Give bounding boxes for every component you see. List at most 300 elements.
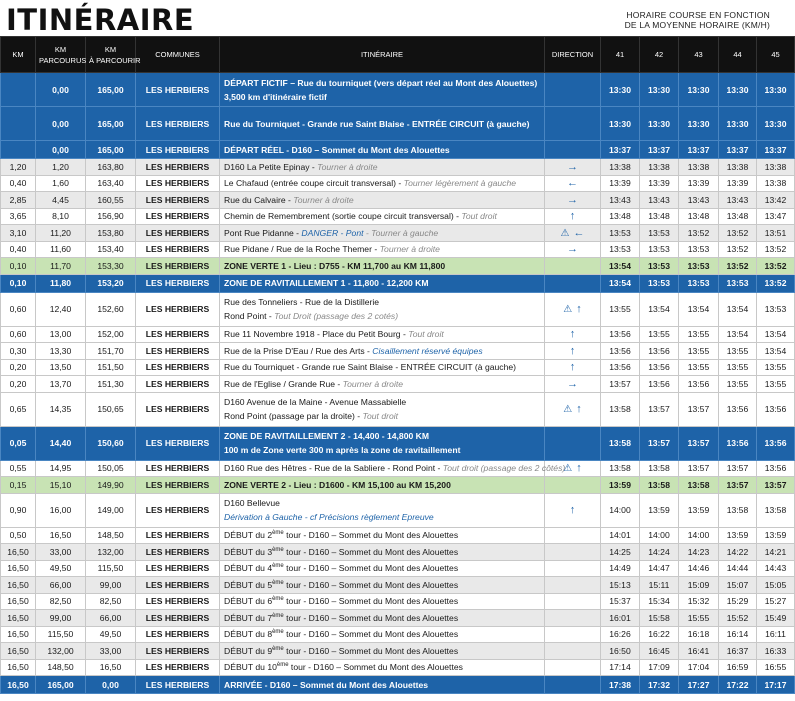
cell-commune: LES HERBIERS [136,626,220,643]
cell-commune: LES HERBIERS [136,376,220,393]
itineraire-line [224,176,541,190]
itineraire-text: Chemin de Remembrement (sortie coupe circuit transversal) - [224,211,462,222]
cell-time: 13:57 [757,477,795,494]
cell-time: 13:38 [601,159,640,176]
cell-km-a-parcourir: 149,00 [86,493,136,527]
cell-commune: LES HERBIERS [136,159,220,176]
cell-time: 13:56 [601,326,640,343]
cell-km-parcourus: 1,20 [36,159,86,176]
cell-km: 0,65 [1,392,36,426]
cell-direction [545,258,601,275]
table-row [1,527,795,544]
cell-km: 0,20 [1,376,36,393]
cell-time: 13:57 [679,392,719,426]
cell-km-parcourus: 1,60 [36,175,86,192]
tour-suffix-text: tour - D160 – Sommet du Mont des Alouettes [283,629,459,640]
cell-time: 13:56 [719,392,757,426]
cell-commune: LES HERBIERS [136,610,220,627]
header-km: KM [1,37,36,73]
itineraire-line [224,209,541,223]
tour-suffix-text: tour - D160 – Sommet du Mont des Alouettes [283,645,459,656]
itineraire-text: D160 Avenue de la Maine - Avenue Massabielle [224,397,407,407]
cell-km-a-parcourir: 165,00 [86,107,136,141]
itineraire-text: ARRIVÉE - D160 – Sommet du Mont des Alouettes [224,679,429,690]
cell-direction [545,659,601,676]
cell-km: 16,50 [1,610,36,627]
cell-km: 3,10 [1,225,36,242]
tour-suffix-text: tour - D160 – Sommet du Mont des Alouettes [283,546,459,557]
cell-km: 0,50 [1,527,36,544]
table-row [1,676,795,694]
table-row [1,192,795,209]
crossing-note: Cisaillement réservé équipes [372,345,483,356]
itineraire-text: ZONE DE RAVITAILLEMENT 2 - 14,400 - 14,800 KM [224,431,430,441]
header-speed-45: 45 [757,37,795,73]
cell-itineraire [220,577,545,594]
cell-time: 13:30 [719,107,757,141]
itineraire-line [224,117,541,131]
cell-direction [545,577,601,594]
itineraire-line [224,496,541,510]
tour-suffix-text: tour - D160 – Sommet du Mont des Alouettes [283,563,459,574]
cell-direction [545,477,601,494]
cell-direction [545,426,601,460]
itineraire-text: DÉPART FICTIF – Rue du tourniquet (vers départ réel au Mont des Alouettes) [224,77,538,88]
cell-direction [545,192,601,209]
cell-time: 13:58 [679,477,719,494]
cell-commune: LES HERBIERS [136,493,220,527]
cell-time: 13:55 [757,376,795,393]
cell-time: 13:56 [757,426,795,460]
table-row [1,544,795,561]
cell-time: 13:48 [601,208,640,225]
direction-note-2: Tout droit [362,411,399,421]
cell-km-a-parcourir: 0,00 [86,676,136,694]
cell-km: 0,10 [1,258,36,275]
cell-commune: LES HERBIERS [136,676,220,694]
cell-commune: LES HERBIERS [136,258,220,275]
cell-direction [545,593,601,610]
cell-direction [545,175,601,192]
arrow-up-icon: ↑ [576,403,582,415]
itineraire-text: DÉPART RÉEL - D160 – Sommet du Mont des Alouettes [224,144,450,155]
cell-time: 14:01 [601,527,640,544]
cell-time: 16:18 [679,626,719,643]
cell-km-parcourus: 11,20 [36,225,86,242]
cell-km-parcourus: 13,30 [36,343,86,360]
cell-itineraire [220,326,545,343]
cell-direction [545,560,601,577]
cell-time: 16:37 [719,643,757,660]
cell-time: 13:55 [679,343,719,360]
cell-time: 17:09 [640,659,679,676]
cell-itineraire [220,676,545,694]
cell-km-parcourus: 14,40 [36,426,86,460]
cell-time: 14:47 [640,560,679,577]
cell-time: 13:52 [719,225,757,242]
cell-itineraire [220,643,545,660]
cell-time: 17:04 [679,659,719,676]
cell-km: 0,05 [1,426,36,460]
cell-km: 0,90 [1,493,36,527]
table-row [1,426,795,460]
table-row [1,141,795,159]
derivation-note: Dérivation à Gauche - cf Précisions règlement Epreuve [224,512,434,522]
cell-direction [545,208,601,225]
cell-km-parcourus: 148,50 [36,659,86,676]
header-speed-42: 42 [640,37,679,73]
tour-suffix: ème [272,530,284,537]
cell-time: 13:30 [757,73,795,107]
cell-time: 13:53 [757,292,795,326]
cell-time: 14:21 [757,544,795,561]
cell-time: 17:32 [640,676,679,694]
cell-commune: LES HERBIERS [136,225,220,242]
cell-time: 16:26 [601,626,640,643]
cell-time: 13:30 [679,73,719,107]
cell-time: 14:24 [640,544,679,561]
itineraire-text: Rue du Calvaire - [224,194,294,205]
cell-time: 14:23 [679,544,719,561]
cell-commune: LES HERBIERS [136,359,220,376]
cell-direction [545,225,601,242]
cell-km [1,107,36,141]
cell-time: 13:55 [757,359,795,376]
direction-note: Tourner à droite [293,194,354,205]
cell-time: 13:53 [601,225,640,242]
table-row [1,359,795,376]
tour-suffix-text: tour - D160 – Sommet du Mont des Alouettes [283,596,459,607]
direction-note: - Tourner à gauche [363,227,439,238]
cell-time: 13:56 [640,343,679,360]
cell-itineraire [220,426,545,460]
cell-commune: LES HERBIERS [136,460,220,477]
arrow-up-icon: ↑ [569,361,576,374]
cell-km-a-parcourir: 163,40 [86,175,136,192]
cell-km-parcourus: 13,50 [36,359,86,376]
cell-time: 15:27 [757,593,795,610]
cell-time: 13:56 [757,460,795,477]
cell-time: 13:55 [679,326,719,343]
cell-time: 14:25 [601,544,640,561]
cell-itineraire [220,107,545,141]
cell-direction [545,241,601,258]
cell-commune: LES HERBIERS [136,107,220,141]
cell-itineraire [220,208,545,225]
cell-time: 13:52 [757,274,795,292]
table-row [1,376,795,393]
table-row [1,208,795,225]
table-row [1,73,795,107]
cell-km-parcourus: 66,00 [36,577,86,594]
itineraire-line [224,377,541,391]
cell-itineraire [220,460,566,477]
cell-time: 16:41 [679,643,719,660]
page-title: ITINÉRAIRE [6,3,195,37]
itineraire-line [224,295,541,309]
cell-km-a-parcourir: 153,80 [86,225,136,242]
cell-km-parcourus: 0,00 [36,73,86,107]
cell-time: 17:22 [719,676,757,694]
cell-time: 13:53 [601,241,640,258]
table-row [1,477,795,494]
cell-direction [545,626,601,643]
cell-km-parcourus: 0,00 [36,107,86,141]
cell-commune: LES HERBIERS [136,241,220,258]
cell-km-a-parcourir: 153,40 [86,241,136,258]
cell-time: 14:22 [719,544,757,561]
itineraire-text-2: 100 m de Zone verte 300 m après la zone de ravitaillement [224,445,461,455]
itineraire-text: ZONE DE RAVITAILLEMENT 1 - 11,800 - 12,200 KM [224,278,429,288]
cell-time: 15:37 [601,593,640,610]
cell-time: 13:56 [601,343,640,360]
table-row [1,326,795,343]
cell-km-a-parcourir: 151,30 [86,376,136,393]
itineraire-line [224,242,541,256]
cell-itineraire [220,175,545,192]
cell-direction [545,359,601,376]
tour-prefix: DÉBUT du [224,530,268,541]
cell-itineraire [220,527,545,544]
cell-time: 13:59 [679,493,719,527]
cell-time: 15:05 [757,577,795,594]
tour-prefix: DÉBUT du [224,563,268,574]
cell-time: 15:09 [679,577,719,594]
cell-time: 16:22 [640,626,679,643]
table-row [1,577,795,594]
cell-km-a-parcourir: 151,70 [86,343,136,360]
cell-time: 17:27 [679,676,719,694]
cell-km-a-parcourir: 99,00 [86,577,136,594]
cell-time: 13:57 [601,376,640,393]
cell-km: 16,50 [1,577,36,594]
cell-time: 13:58 [757,493,795,527]
cell-km: 0,60 [1,292,36,326]
cell-time: 13:54 [679,292,719,326]
cell-itineraire [220,292,545,326]
arrow-right-icon: → [567,243,578,256]
tour-suffix: ème [272,579,284,586]
cell-km: 0,55 [1,460,36,477]
cell-time: 13:38 [757,175,795,192]
cell-commune: LES HERBIERS [136,577,220,594]
cell-time: 13:38 [679,159,719,176]
cell-direction [545,544,601,561]
cell-km-parcourus: 13,00 [36,326,86,343]
cell-time: 17:14 [601,659,640,676]
tour-suffix: ème [272,546,284,553]
header-itineraire: ITINÉRAIRE [220,37,545,73]
table-row [1,626,795,643]
cell-km: 3,65 [1,208,36,225]
cell-time: 13:48 [640,208,679,225]
cell-km-a-parcourir: 160,55 [86,192,136,209]
warning-icon: ⚠ [563,404,573,415]
cell-time: 13:51 [757,225,795,242]
arrow-right-icon: → [567,193,578,206]
itineraire-text-2: Rond Point (passage par la droite) - [224,411,363,421]
cell-time: 13:56 [679,376,719,393]
cell-itineraire [220,477,545,494]
cell-time: 13:55 [601,292,640,326]
tour-number: 6 [267,596,273,607]
itineraire-text-2: Rond Point - [224,311,275,321]
cell-direction [545,107,601,141]
cell-km-a-parcourir: 82,50 [86,593,136,610]
itineraire-line [224,360,541,374]
itineraire-text: Rue de la Prise D'Eau / Rue des Arts - [224,345,373,356]
tour-prefix: DÉBUT du [224,645,268,656]
tour-number: 10 [267,662,277,673]
arrow-up-icon: ↑ [569,328,576,341]
cell-commune: LES HERBIERS [136,292,220,326]
cell-time: 13:56 [757,392,795,426]
cell-time: 14:00 [679,527,719,544]
cell-km-a-parcourir: 16,50 [86,659,136,676]
cell-km: 16,50 [1,659,36,676]
cell-time: 17:17 [757,676,795,694]
cell-time: 15:52 [719,610,757,627]
cell-time: 13:59 [640,493,679,527]
header-speed-41: 41 [601,37,640,73]
cell-time: 13:39 [601,175,640,192]
cell-time: 13:38 [640,159,679,176]
itineraire-text: Le Chafaud (entrée coupe circuit transversal) - [224,178,404,189]
cell-km-parcourus: 99,00 [36,610,86,627]
cell-commune: LES HERBIERS [136,643,220,660]
cell-time: 13:59 [757,527,795,544]
cell-direction [545,343,601,360]
cell-itineraire [220,392,545,426]
table-row [1,493,795,527]
itineraire-text: Rue du Tourniquet - Grande rue Saint Blaise - ENTRÉE CIRCUIT (à gauche) [224,362,517,373]
itineraire-line-2 [224,510,541,524]
cell-km-parcourus: 33,00 [36,544,86,561]
tour-suffix: ème [276,662,289,669]
cell-itineraire [220,376,545,393]
header-communes: COMMUNES [136,37,220,73]
itineraire-text: Rue 11 Novembre 1918 - Place du Petit Bourg - [224,329,409,340]
cell-direction [545,292,601,326]
header-km-parcourus: KM PARCOURUS [36,37,86,73]
itineraire-text: Rue des Tonneliers - Rue de la Distillerie [224,297,380,307]
cell-time: 13:30 [640,73,679,107]
table-row [1,175,795,192]
cell-time: 13:53 [640,258,679,275]
cell-time: 14:49 [601,560,640,577]
cell-time: 13:30 [679,107,719,141]
cell-time: 16:50 [601,643,640,660]
cell-time: 13:53 [640,225,679,242]
tour-number: 8 [267,629,273,640]
cell-itineraire [220,560,545,577]
cell-km-parcourus: 11,60 [36,241,86,258]
cell-time: 15:07 [719,577,757,594]
cell-direction [545,676,601,694]
cell-time: 13:57 [719,460,757,477]
cell-km-parcourus: 13,70 [36,376,86,393]
cell-km: 16,50 [1,560,36,577]
cell-km-parcourus: 16,50 [36,527,86,544]
cell-km: 0,40 [1,175,36,192]
cell-km-a-parcourir: 153,30 [86,258,136,275]
itineraire-line-2 [224,409,541,423]
cell-km-a-parcourir: 149,90 [86,477,136,494]
cell-time: 13:53 [640,241,679,258]
cell-time: 13:53 [679,274,719,292]
tour-suffix-text: tour - D160 – Sommet du Mont des Alouettes [288,662,463,673]
table-row [1,593,795,610]
direction-note: Tout droit [408,329,444,340]
cell-time: 13:30 [640,107,679,141]
cell-itineraire [220,593,545,610]
itineraire-text: D160 La Petite Epinay - [224,161,318,172]
cell-km-a-parcourir: 152,00 [86,326,136,343]
tour-suffix: ème [272,563,284,570]
header-speed-43: 43 [679,37,719,73]
cell-time: 14:46 [679,560,719,577]
cell-time: 13:58 [601,460,640,477]
cell-time: 13:38 [757,159,795,176]
cell-time: 13:37 [679,141,719,159]
tour-suffix: ème [272,629,284,636]
tour-suffix: ème [272,612,284,619]
cell-time: 13:43 [679,192,719,209]
cell-itineraire [220,343,545,360]
cell-time: 13:52 [719,241,757,258]
cell-time: 14:00 [601,493,640,527]
cell-commune: LES HERBIERS [136,73,220,107]
cell-time: 13:55 [679,359,719,376]
cell-commune: LES HERBIERS [136,593,220,610]
cell-km-parcourus: 115,50 [36,626,86,643]
cell-km-a-parcourir: 49,50 [86,626,136,643]
cell-time: 13:54 [601,274,640,292]
cell-time: 14:44 [719,560,757,577]
arrow-up-icon: ↑ [569,344,576,357]
cell-km: 16,50 [1,643,36,660]
direction-note: Tourner légèrement à gauche [403,178,517,189]
cell-itineraire [220,659,545,676]
itineraire-text: D160 Rue des Hêtres - Rue de la Sabliere - Rond Point - [224,463,443,474]
cell-km: 0,30 [1,343,36,360]
direction-note: Tourner à droite [342,378,404,389]
table-row [1,159,795,176]
cell-time: 15:29 [719,593,757,610]
itineraire-line [224,76,541,90]
itineraire-line-2 [224,443,541,457]
arrow-up-icon: ↑ [576,303,582,315]
cell-km-parcourus: 12,40 [36,292,86,326]
table-row [1,107,795,141]
header-direction: DIRECTION [545,37,601,73]
cell-time: 13:53 [679,241,719,258]
cell-km-a-parcourir: 150,05 [86,460,136,477]
direction-note: Tout droit [461,211,497,222]
cell-direction [545,159,601,176]
cell-km-a-parcourir: 150,65 [86,392,136,426]
cell-time: 13:47 [757,208,795,225]
tour-number: 3 [267,546,273,557]
cell-direction [545,376,601,393]
cell-commune: LES HERBIERS [136,343,220,360]
cell-km-parcourus: 8,10 [36,208,86,225]
cell-itineraire [220,274,545,292]
itineraire-line [224,259,541,273]
cell-km: 1,20 [1,159,36,176]
cell-km-a-parcourir: 156,90 [86,208,136,225]
cell-time: 15:13 [601,577,640,594]
